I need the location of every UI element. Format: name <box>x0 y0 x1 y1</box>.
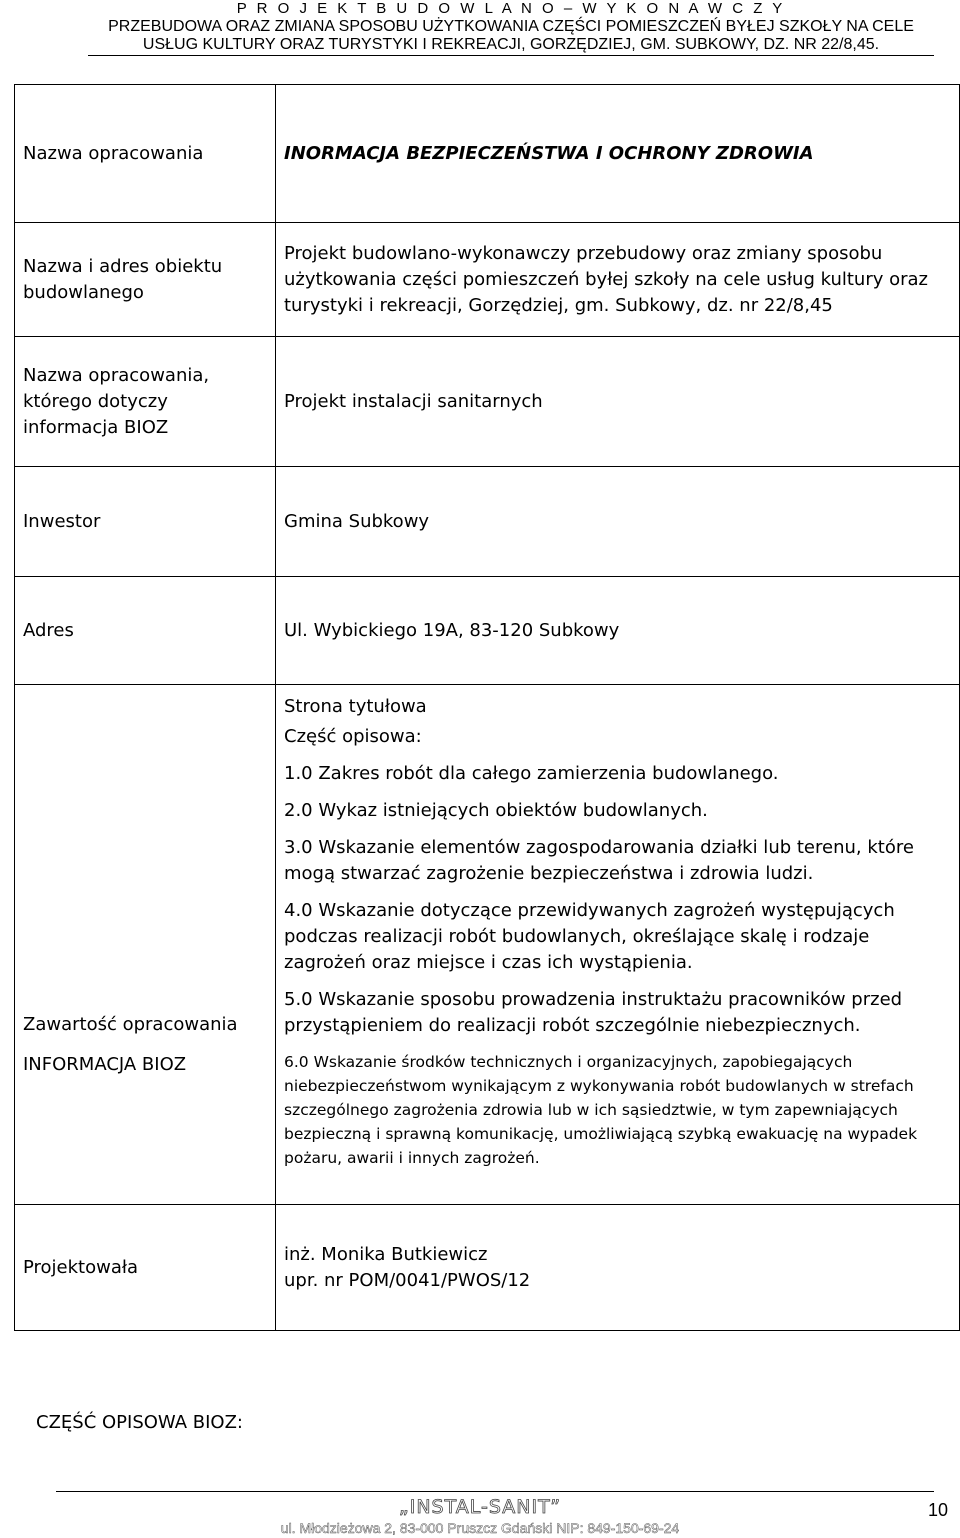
table-row <box>15 1205 960 1331</box>
table-row <box>15 685 960 1205</box>
list-item: 6.0 Wskazanie środków technicznych i organizacyjnych, zapobiegających niebezpieczeństwom wynikającym z wykonywania robót budowlanych w strefach szczególnego zagrożenia zdrowia lub w ich sąsiedztwie, w tym zapewniających bezpieczną i sprawną komunikację, umożliwiającą szybką ewakuację na wypadek pożaru, awarii i innych zagrożeń. <box>284 1053 918 1167</box>
designer-name: inż. Monika Butkiewicz <box>284 1243 488 1265</box>
list-item: 5.0 Wskazanie sposobu prowadzenia instruktażu pracowników przed przystąpieniem do realizacji robót szczególnie niebezpiecznych. <box>284 989 903 1036</box>
header-line-3: USŁUG KULTURY ORAZ TURYSTYKI I REKREACJI, GORZĘDZIEJ, GM. SUBKOWY, DZ. NR 22/8,45. <box>142 36 880 53</box>
table-row <box>15 577 960 685</box>
row-label-address: Adres <box>15 577 276 685</box>
row-label-object: Nazwa i adres obiektu budowlanego <box>15 223 276 337</box>
contents-sublabel: INFORMACJA BIOZ <box>23 1053 187 1075</box>
section-title: CZĘŚĆ OPISOWA BIOZ: <box>36 1412 243 1433</box>
row-label-related-document: Nazwa opracowania, którego dotyczy informacja BIOZ <box>15 337 276 467</box>
header-line-2: PRZEBUDOWA ORAZ ZMIANA SPOSOBU UŻYTKOWANIA CZĘŚCI POMIESZCZEŃ BYŁEJ SZKOŁY NA CELE <box>108 18 914 35</box>
list-item: 3.0 Wskazanie elementów zagospodarowania działki lub terenu, które mogą stwarzać zagrożenie bezpieczeństwa i zdrowia ludzi. <box>284 837 914 884</box>
footer-address: ul. Młodzieżowa 2, 83-000 Pruszcz Gdański NIP: 849-150-69-24 <box>280 1520 680 1536</box>
object-name-address: Projekt budowlano-wykonawczy przebudowy oraz zmiany sposobu użytkowania części pomieszczeń byłej szkoły na cele usług kultury oraz turystyki i rekreacji, Gorzędziej, gm. Subkowy, dz. nr 22/8,45 <box>276 223 960 337</box>
title-page-entry: Strona tytułowa <box>284 696 427 717</box>
row-label-investor: Inwestor <box>15 467 276 577</box>
footer-brand: „INSTAL-SANIT” <box>398 1496 562 1518</box>
bioz-info-table <box>14 84 960 1331</box>
header-divider <box>88 55 934 56</box>
list-item: 4.0 Wskazanie dotyczące przewidywanych zagrożeń występujących podczas realizacji robót budowlanych, określające skalę i rodzaje zagrożeń oraz miejsce i czas ich wystąpienia. <box>284 900 895 973</box>
investor-address: Ul. Wybickiego 19A, 83-120 Subkowy <box>276 577 960 685</box>
descriptive-part-entry: Część opisowa: <box>284 726 422 747</box>
contents-label: Zawartość opracowania <box>23 1013 238 1035</box>
designer-license: upr. nr POM/0041/PWOS/12 <box>284 1269 531 1291</box>
document-title: INORMACJA BEZPIECZEŃSTWA I OCHRONY ZDROWIA <box>276 85 960 223</box>
table-row <box>15 337 960 467</box>
table-row <box>15 223 960 337</box>
page-header <box>88 0 934 54</box>
table-row <box>15 467 960 577</box>
row-label-contents <box>15 685 276 1205</box>
related-document: Projekt instalacji sanitarnych <box>276 337 960 467</box>
header-line-1: P R O J E K T B U D O W L A N O – W Y K O N A W C Z Y <box>236 0 786 17</box>
row-label-document-name: Nazwa opracowania <box>15 85 276 223</box>
designer <box>276 1205 960 1331</box>
list-item: 2.0 Wykaz istniejących obiektów budowlanych. <box>284 800 708 821</box>
table-row <box>15 85 960 223</box>
list-item: 1.0 Zakres robót dla całego zamierzenia budowlanego. <box>284 763 779 784</box>
row-label-designer: Projektowała <box>15 1205 276 1331</box>
footer-divider <box>56 1491 934 1492</box>
contents-list <box>276 685 960 1205</box>
investor: Gmina Subkowy <box>276 467 960 577</box>
page-number: 10 <box>927 1500 948 1520</box>
